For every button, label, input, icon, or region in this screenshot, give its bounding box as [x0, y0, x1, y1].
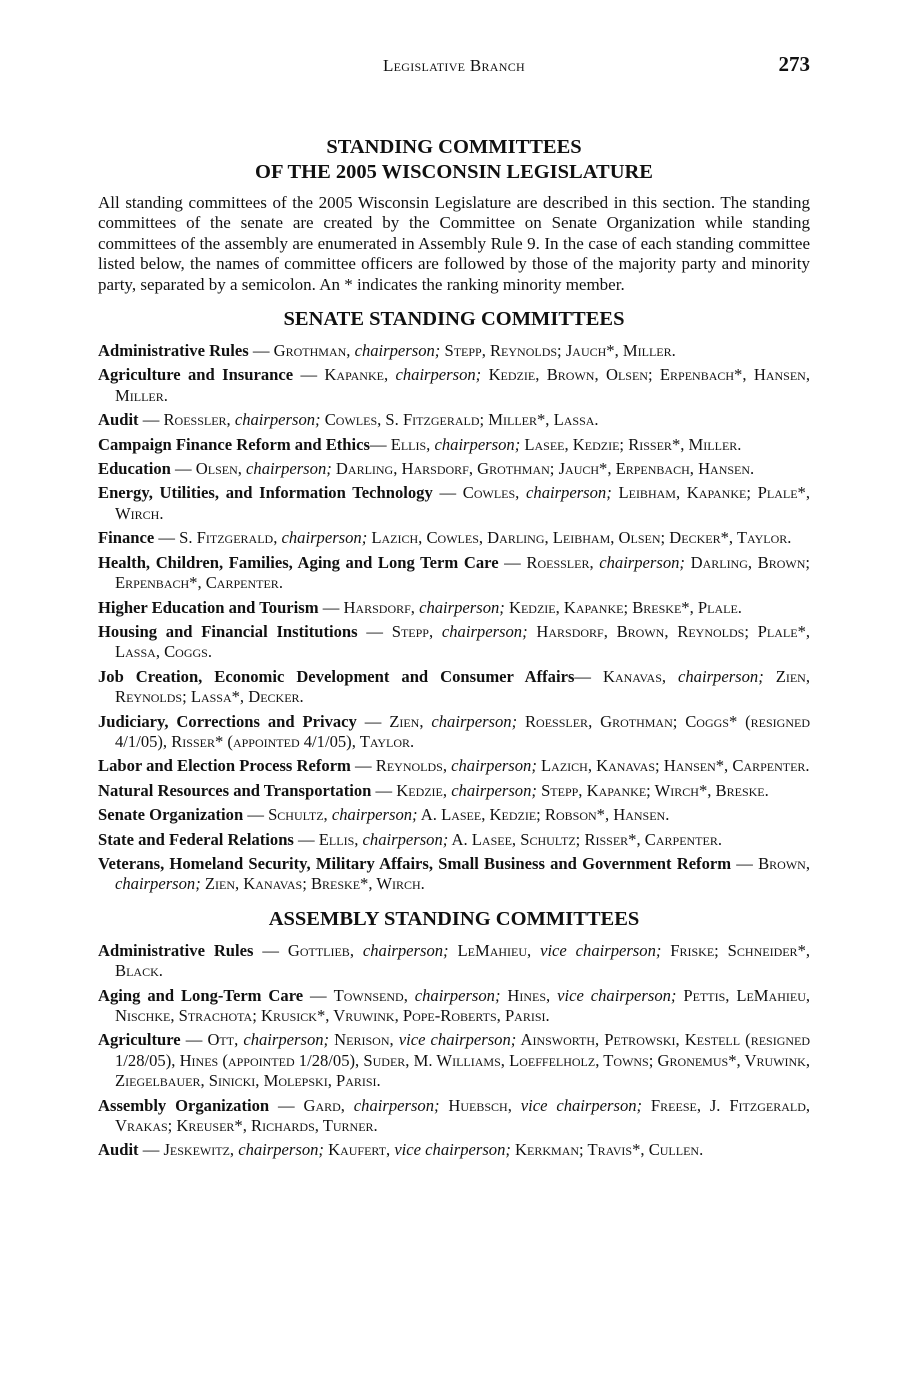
vice-chairperson-role: vice chairperson; [393, 1030, 517, 1050]
vice-chairperson-name: Huebsch, [439, 1095, 512, 1115]
chairperson-name: Roessler, [526, 552, 594, 572]
committee-members: Roessler, Grothman; Coggs* (resigned 4/1/05), Risser* (appointed 4/1/05), Taylor. [115, 711, 811, 751]
separator-dash: — [138, 1140, 164, 1160]
running-title: Legislative Branch [382, 56, 526, 75]
separator-dash: — [248, 341, 274, 361]
chairperson-role: chairperson; [666, 666, 764, 686]
assembly-committee-list [98, 941, 810, 1161]
committee-name: Audit [98, 410, 139, 430]
chairperson-name: Townsend, [333, 985, 408, 1005]
committee-entry [98, 986, 810, 1027]
chairperson-role: chairperson; [353, 940, 449, 960]
chairperson-role: chairperson; [388, 365, 482, 385]
committee-members: Zien, Kanavas; Breske*, Wirch. [200, 874, 425, 894]
committee-entry [98, 365, 810, 406]
intro-paragraph: All standing committees of the 2005 Wisconsin Legislature are described in this section. The standing committees of the senate are created by the Committee on Senate Organization while standing committees of the assembly are enumerated in Assembly Rule 9. In the case of each standing committee listed below, the names of committee officers are followed by those of the majority party and minority party, separated by a semicolon. An * indicates the ranking minority member. [98, 193, 810, 294]
chairperson-name: Zien, [389, 711, 424, 731]
chairperson-name: Ellis, [390, 434, 431, 454]
separator-dash: — [170, 459, 196, 479]
running-header [98, 52, 810, 82]
committee-members: Pettis, LeMahieu, Nischke, Strachota; Krusick*, Vruwink, Pope-Roberts, Parisi. [115, 985, 811, 1025]
chairperson-role: chairperson; [238, 1030, 330, 1050]
vice-chairperson-name: Nerison, [329, 1030, 394, 1050]
separator-dash: — [243, 805, 269, 825]
chairperson-name: Gard, [303, 1095, 345, 1115]
chairperson-name: Kanavas, [602, 666, 667, 686]
committee-name: Audit [98, 1140, 139, 1160]
vice-chairperson-role: vice chairperson; [550, 985, 677, 1005]
committee-entry [98, 781, 810, 801]
vice-chairperson-role: vice chairperson; [390, 1140, 511, 1160]
chairperson-name: S. Fitzgerald, [179, 528, 278, 548]
committee-entry [98, 941, 810, 982]
chairperson-name: Roessler, [163, 410, 231, 430]
chairperson-role: chairperson; [430, 434, 521, 454]
chairperson-role: chairperson; [115, 874, 201, 894]
chairperson-name: Gottlieb, [287, 940, 354, 960]
committee-members: Lasee, Kedzie; Risser*, Miller. [520, 434, 742, 454]
committee-entry [98, 830, 810, 850]
separator-dash: — [293, 829, 319, 849]
committee-entry [98, 341, 810, 361]
committee-members: A. Lasee, Schultz; Risser*, Carpenter. [448, 829, 722, 849]
committee-name: Natural Resources and Transportation [98, 780, 372, 800]
committee-name: Assembly Organization [98, 1095, 270, 1115]
separator-dash: — [369, 434, 391, 454]
committee-name: Administrative Rules [98, 940, 254, 960]
committee-entry [98, 667, 810, 708]
chairperson-name: Jeskewitz, [163, 1140, 235, 1160]
page-number: 273 [778, 52, 810, 76]
committee-name: Finance [98, 528, 155, 548]
committee-name: Judiciary, Corrections and Privacy [98, 711, 357, 731]
committee-name: Energy, Utilities, and Information Technology [98, 483, 433, 503]
assembly-section-heading: ASSEMBLY STANDING COMMITTEES [268, 907, 640, 930]
vice-chairperson-name: Kaufert, [323, 1140, 391, 1160]
chairperson-role: chairperson; [230, 410, 321, 430]
committee-name: State and Federal Relations [98, 829, 294, 849]
committee-members: Ainsworth, Petrowski, Kestell (resigned 1/28/05), Hines (appointed 1/28/05), Suder, M. Williams, Loeffelholz, Towns; Gronemus*, Vruwink, Ziegelbauer, Sinicki, Molepski, Parisi. [115, 1030, 811, 1091]
chairperson-role: chairperson; [433, 621, 528, 641]
document-page [98, 52, 810, 1165]
committee-name: Health, Children, Families, Aging and Long Term Care [98, 552, 499, 572]
committee-members: Cowles, S. Fitzgerald; Miller*, Lassa. [320, 410, 599, 430]
chairperson-role: chairperson; [241, 459, 332, 479]
committee-name: Job Creation, Economic Development and Consumer Affairs [98, 666, 575, 686]
separator-dash: — [269, 1095, 304, 1115]
chairperson-role: chairperson; [358, 829, 449, 849]
chairperson-role: chairperson; [447, 756, 537, 776]
committee-entry [98, 553, 810, 594]
chairperson-name: Kedzie, [396, 780, 448, 800]
chairperson-role: chairperson; [414, 597, 505, 617]
committee-entry [98, 483, 810, 524]
committee-entry [98, 854, 810, 895]
committee-entry [98, 598, 810, 618]
committee-name: Higher Education and Tourism [98, 597, 319, 617]
page-title [98, 135, 810, 185]
committee-entry [98, 1030, 810, 1091]
vice-chairperson-name: LeMahieu, [448, 940, 532, 960]
committee-name: Housing and Financial Institutions [98, 621, 358, 641]
committee-name: Aging and Long-Term Care [98, 985, 304, 1005]
committee-name: Labor and Election Process Reform [98, 756, 351, 776]
chairperson-name: Reynolds, [375, 756, 447, 776]
committee-entry [98, 622, 810, 663]
chairperson-name: Harsdorf, [343, 597, 415, 617]
committee-name: Senate Organization [98, 805, 244, 825]
separator-dash: — [357, 621, 392, 641]
senate-committee-list [98, 341, 810, 895]
committee-members: Kedzie, Kapanke; Breske*, Plale. [504, 597, 742, 617]
committee-members: Kerkman; Travis*, Cullen. [510, 1140, 704, 1160]
chairperson-role: chairperson; [234, 1140, 324, 1160]
separator-dash: — [303, 985, 334, 1005]
separator-dash: — [731, 853, 759, 873]
committee-members: A. Lasee, Kedzie; Robson*, Hansen. [417, 805, 670, 825]
separator-dash: — [356, 711, 390, 731]
separator-dash: — [371, 780, 397, 800]
committee-members: Freese, J. Fitzgerald, Vrakas; Kreuser*, Richards, Turner. [115, 1095, 811, 1136]
committee-members: Leibham, Kapanke; Plale*, Wirch. [115, 483, 810, 523]
chairperson-name: Cowles, [462, 483, 520, 503]
vice-chairperson-role: vice chairperson; [531, 940, 662, 960]
committee-entry [98, 1096, 810, 1137]
committee-name: Veterans, Homeland Security, Military Affairs, Small Business and Government Reform [98, 853, 732, 873]
separator-dash: — [318, 597, 344, 617]
separator-dash: — [154, 528, 180, 548]
committee-entry [98, 805, 810, 825]
vice-chairperson-role: vice chairperson; [511, 1095, 643, 1115]
committee-members: Lazich, Kanavas; Hansen*, Carpenter. [536, 756, 810, 776]
committee-members: Friske; Schneider*, Black. [115, 940, 811, 981]
committee-members: Kedzie, Brown, Olsen; Erpenbach*, Hansen, Miller. [115, 365, 810, 405]
separator-dash: — [138, 410, 164, 430]
senate-section-heading: SENATE STANDING COMMITTEES [283, 308, 625, 331]
chairperson-role: chairperson; [519, 483, 612, 503]
chairperson-name: Olsen, [195, 459, 242, 479]
chairperson-name: Schultz, [268, 805, 328, 825]
page-title-line-2: OF THE 2005 WISCONSIN LEGISLATURE [255, 161, 653, 183]
chairperson-role: chairperson; [327, 805, 418, 825]
chairperson-name: Brown, [758, 853, 810, 873]
committee-name: Agriculture [98, 1030, 181, 1050]
committee-name: Agriculture and Insurance [98, 365, 294, 385]
committee-entry [98, 459, 810, 479]
committee-entry [98, 1140, 810, 1160]
chairperson-role: chairperson; [344, 1095, 440, 1115]
separator-dash: — [180, 1030, 208, 1050]
committee-entry [98, 528, 810, 548]
vice-chairperson-name: Hines, [500, 985, 551, 1005]
separator-dash: — [253, 940, 288, 960]
chairperson-role: chairperson; [423, 711, 518, 731]
chairperson-role: chairperson; [593, 552, 685, 572]
separator-dash: — [350, 756, 376, 776]
committee-name: Education [98, 459, 171, 479]
committee-members: Stepp, Kapanke; Wirch*, Breske. [536, 780, 769, 800]
separator-dash: — [574, 666, 603, 686]
committee-entry [98, 756, 810, 776]
chairperson-role: chairperson; [407, 985, 501, 1005]
committee-entry [98, 435, 810, 455]
committee-name: Campaign Finance Reform and Ethics [98, 434, 370, 454]
committee-members: Darling, Harsdorf, Grothman; Jauch*, Erpenbach, Hansen. [331, 459, 755, 479]
committee-members: Harsdorf, Brown, Reynolds; Plale*, Lassa, Coggs. [115, 621, 811, 662]
chairperson-name: Stepp, [391, 621, 434, 641]
separator-dash: — [293, 365, 325, 385]
committee-entry [98, 410, 810, 430]
page-title-line-1: STANDING COMMITTEES [326, 136, 582, 158]
committee-members: Lazich, Cowles, Darling, Leibham, Olsen; Decker*, Taylor. [367, 528, 792, 548]
separator-dash: — [432, 483, 463, 503]
committee-members: Stepp, Reynolds; Jauch*, Miller. [440, 341, 676, 361]
committee-members: Zien, Reynolds; Lassa*, Decker. [115, 666, 810, 707]
chairperson-name: Ellis, [318, 829, 359, 849]
chairperson-name: Ott, [207, 1030, 239, 1050]
committee-entry [98, 712, 810, 753]
chairperson-role: chairperson; [447, 780, 537, 800]
chairperson-name: Grothman, [273, 341, 351, 361]
separator-dash: — [498, 552, 527, 572]
committee-members: Darling, Brown; Erpenbach*, Carpenter. [115, 552, 810, 593]
chairperson-role: chairperson; [277, 528, 368, 548]
chairperson-name: Kapanke, [324, 365, 389, 385]
committee-name: Administrative Rules [98, 341, 249, 361]
chairperson-role: chairperson; [350, 341, 441, 361]
